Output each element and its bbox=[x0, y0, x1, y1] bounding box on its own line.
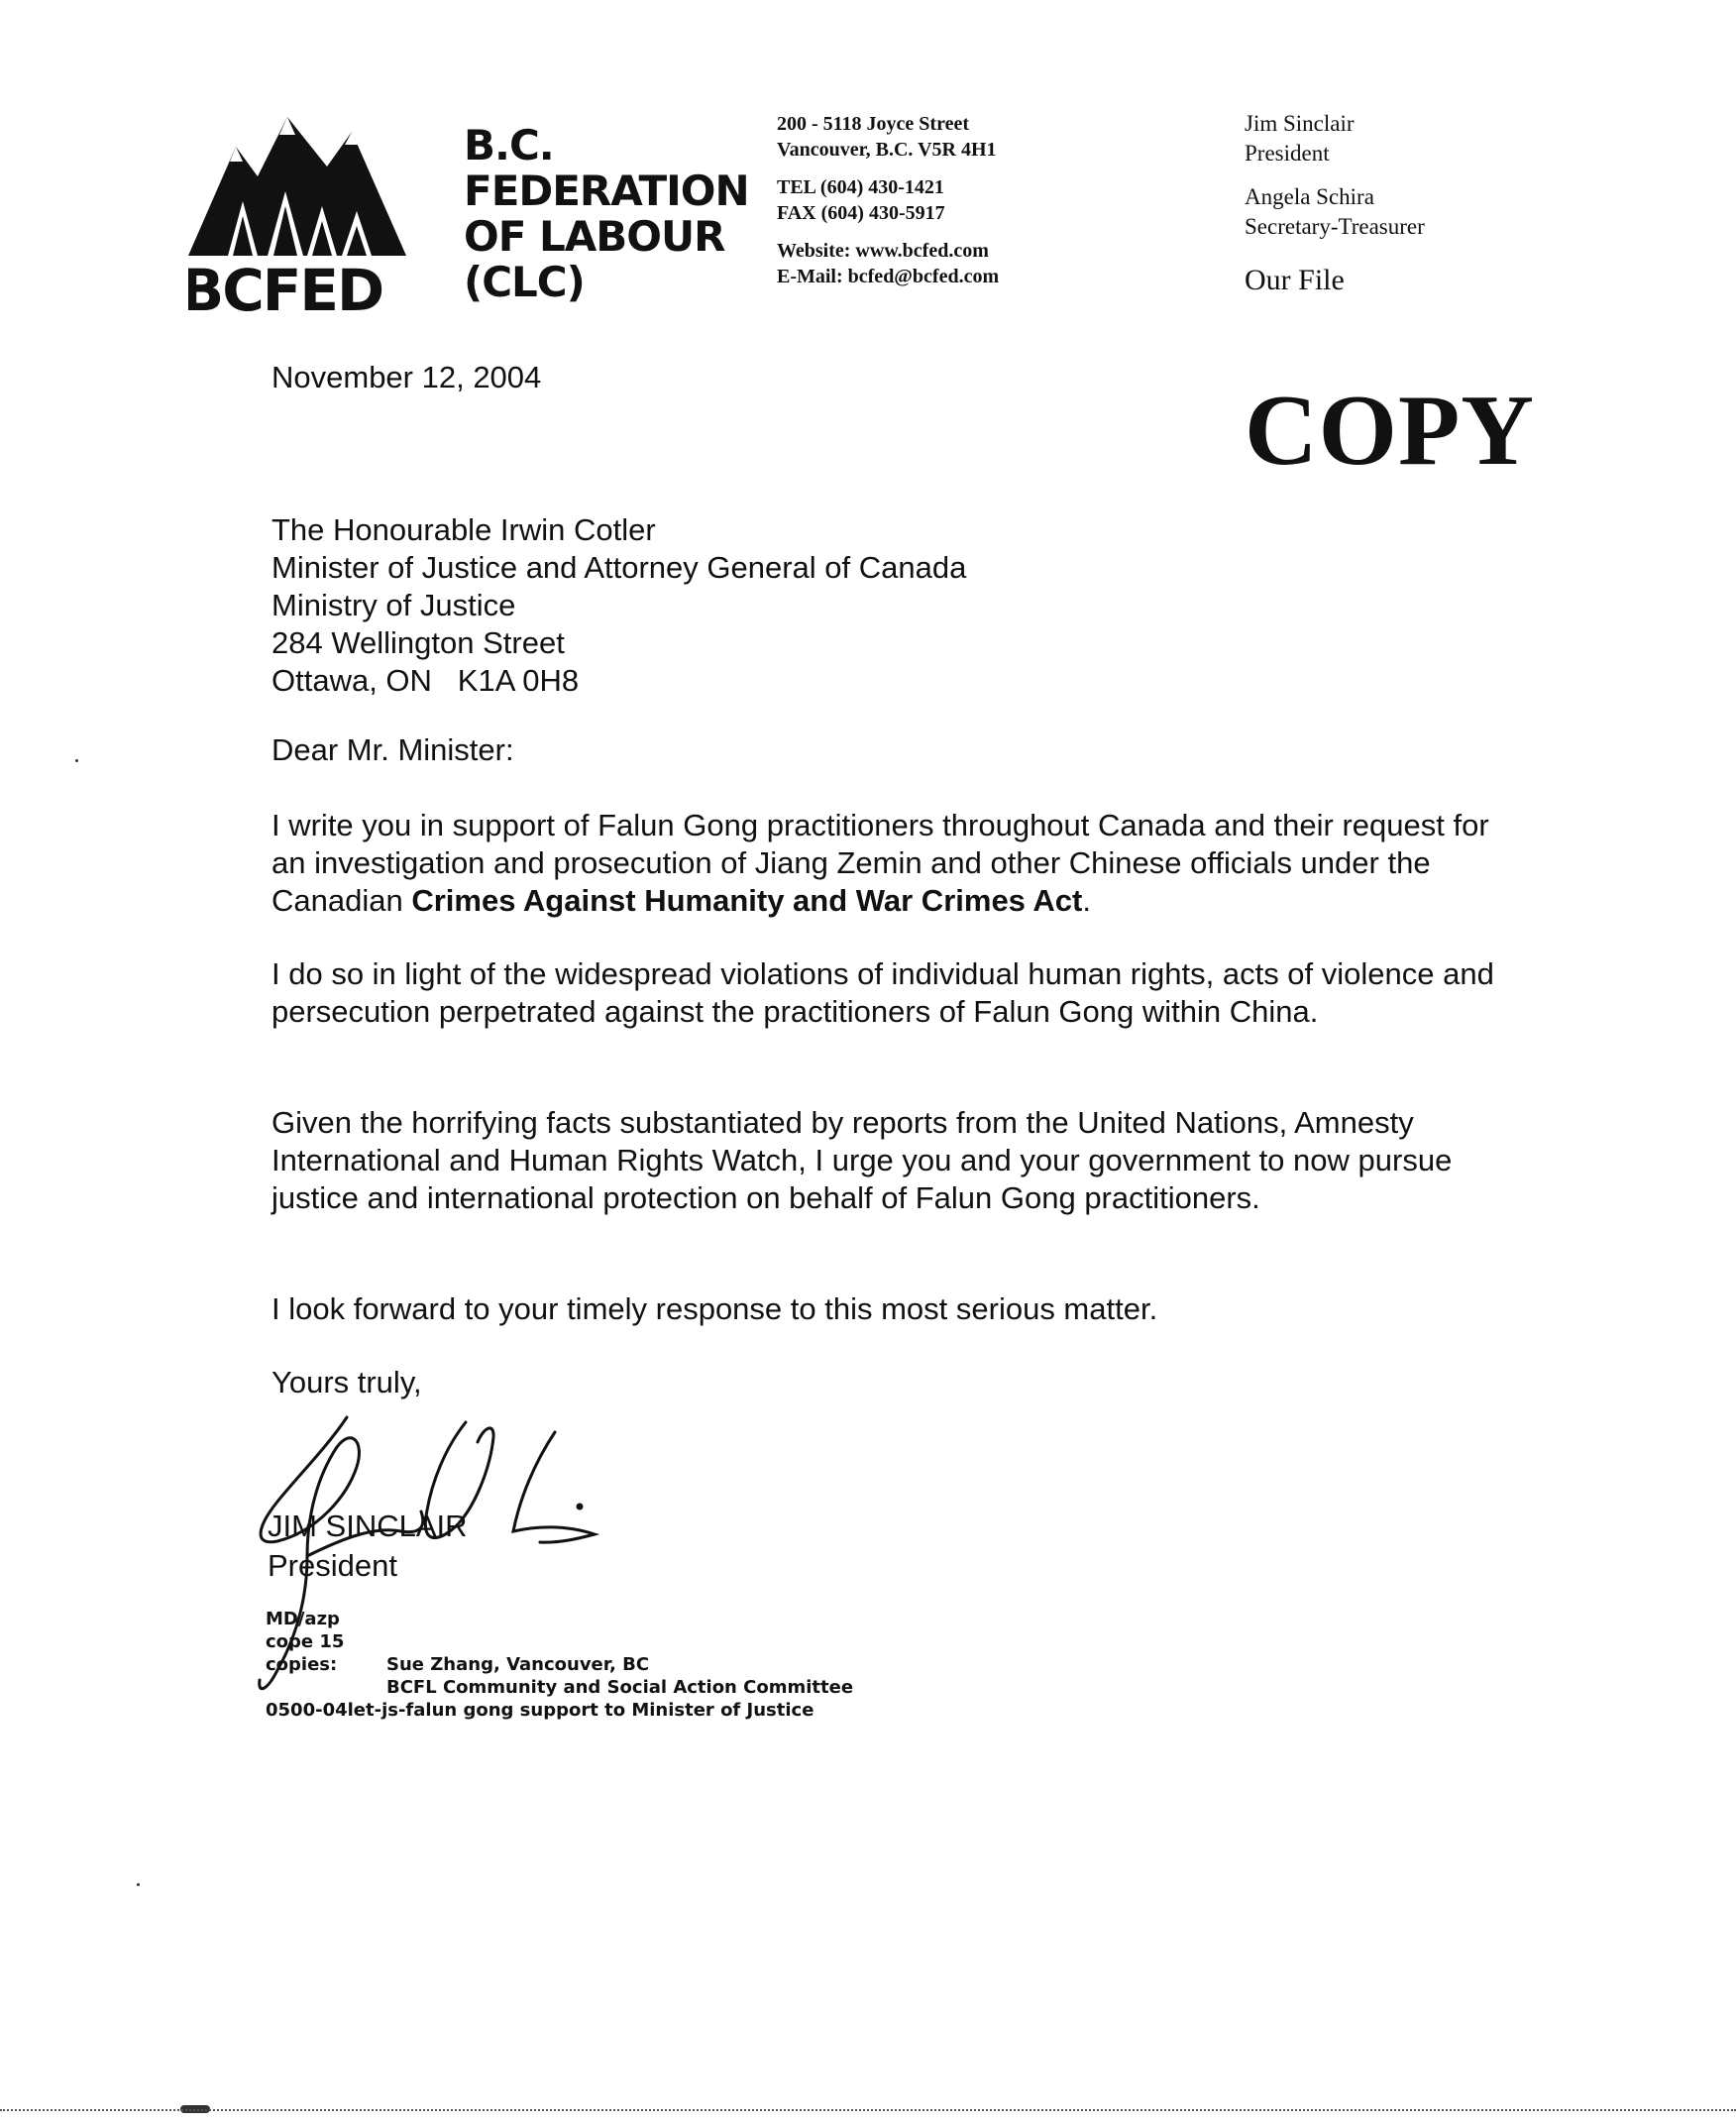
officer-title: President bbox=[1245, 141, 1330, 166]
bcfed-logo bbox=[188, 107, 426, 315]
org-name-line: B.C. bbox=[464, 121, 554, 169]
body-paragraph: I do so in light of the widespread violations of individual human rights, acts of violence and persecution perpetrated against the practitioners of Falun Gong within China. bbox=[271, 956, 1494, 1029]
city-postal: Vancouver, B.C. V5R 4H1 bbox=[777, 139, 997, 161]
officer-name: Jim Sinclair bbox=[1245, 111, 1355, 136]
recipient-line: Ministry of Justice bbox=[271, 588, 516, 622]
recipient-line: Ottawa, ON K1A 0H8 bbox=[271, 663, 580, 698]
body-paragraph: Given the horrifying facts substantiated by reports from the United Nations, Amnesty International and Human Rights Watch, I urge you and your government to now pursue justice and international protection on behalf of Falun Gong practitioners. bbox=[271, 1105, 1453, 1215]
scan-speck bbox=[75, 759, 78, 762]
recipient-line: 284 Wellington Street bbox=[271, 625, 565, 660]
closing: Yours truly, bbox=[271, 1365, 422, 1399]
mountain-trees-icon bbox=[188, 107, 426, 315]
reference-initials: MD/azp bbox=[266, 1609, 340, 1629]
copies-recipient: BCFL Community and Social Action Committee bbox=[386, 1677, 854, 1698]
act-title: Crimes Against Humanity and War Crimes Act bbox=[411, 883, 1083, 918]
copy-stamp: COPY bbox=[1245, 375, 1535, 487]
organization-name bbox=[464, 123, 749, 305]
signer-title: President bbox=[268, 1548, 397, 1583]
telephone: TEL (604) 430-1421 bbox=[777, 176, 944, 198]
page-edge-rule bbox=[0, 2109, 1736, 2111]
scan-speck bbox=[137, 1883, 140, 1886]
union-code: cope 15 bbox=[266, 1631, 345, 1652]
email-link: E-Mail: bcfed@bcfed.com bbox=[777, 266, 1000, 287]
letterhead-address bbox=[777, 111, 999, 289]
org-name-line: FEDERATION bbox=[464, 167, 749, 215]
copies-row bbox=[266, 1653, 853, 1676]
recipient-address bbox=[271, 511, 966, 700]
officers-block bbox=[1245, 109, 1425, 295]
footer-notes bbox=[266, 1608, 853, 1722]
logo-wordmark: BCFED bbox=[188, 257, 383, 315]
fax: FAX (604) 430-5917 bbox=[777, 202, 945, 224]
our-file-label: Our File bbox=[1245, 264, 1345, 296]
copies-label: copies: bbox=[266, 1654, 338, 1675]
org-name-line: OF LABOUR bbox=[464, 212, 725, 261]
body-paragraph bbox=[271, 807, 1500, 920]
officer-title: Secretary-Treasurer bbox=[1245, 214, 1425, 239]
street-address: 200 - 5118 Joyce Street bbox=[777, 113, 970, 135]
salutation: Dear Mr. Minister: bbox=[271, 732, 514, 767]
letter-date: November 12, 2004 bbox=[271, 360, 542, 394]
paragraph-end: . bbox=[1082, 883, 1091, 918]
copies-recipient: Sue Zhang, Vancouver, BC bbox=[386, 1654, 650, 1675]
recipient-line: The Honourable Irwin Cotler bbox=[271, 512, 656, 547]
org-name-line: (CLC) bbox=[464, 258, 585, 306]
recipient-line: Minister of Justice and Attorney General of Canada bbox=[271, 550, 967, 585]
paragraph-text: I write you in support of Falun Gong practitioners throughout Canada and their request for an investigation and prosecution of Jiang Zemin and other Chinese officials under the Canadian bbox=[271, 808, 1489, 918]
body-paragraph: I look forward to your timely response to this most serious matter. bbox=[271, 1291, 1158, 1326]
website-link: Website: www.bcfed.com bbox=[777, 240, 989, 262]
signer-name: JIM SINCLAIR bbox=[268, 1509, 468, 1543]
file-reference: 0500-04let-js-falun gong support to Minister of Justice bbox=[266, 1700, 814, 1721]
officer-name: Angela Schira bbox=[1245, 184, 1374, 209]
